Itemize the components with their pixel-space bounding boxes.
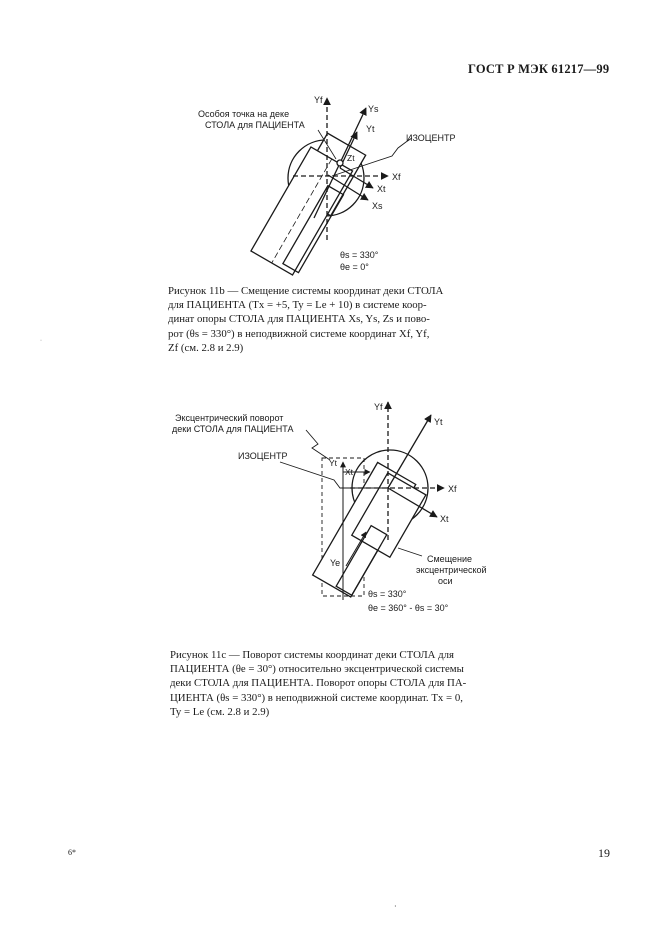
label-xt-c: Xt: [440, 514, 449, 524]
label-zt-b: Zt: [347, 153, 355, 163]
offset-leader: [398, 548, 422, 556]
caption-11b-line: динат опоры СТОЛА для ПАЦИЕНТА Xs, Ys, Zs и пово-: [168, 313, 430, 326]
label-special-point-2: СТОЛА для ПАЦИЕНТА: [205, 120, 305, 130]
label-yf-c: Yf: [374, 402, 383, 412]
caption-figure-11c: [170, 648, 467, 719]
label-isocenter-c: ИЗОЦЕНТР: [238, 451, 288, 461]
label-eccentric-rotation: Эксцентрический поворот: [175, 413, 284, 423]
label-yt-c: Yt: [434, 417, 443, 427]
label-theta-e-c: θe = 360° - θs = 30°: [368, 603, 449, 613]
scan-dot: ·: [394, 902, 397, 911]
special-point-marker: [337, 160, 343, 166]
caption-11c-line: деки СТОЛА для ПАЦИЕНТА. Поворот опоры СТОЛА для ПА-: [170, 677, 467, 690]
label-theta-s-c: θs = 330°: [368, 589, 407, 599]
label-offset-2: эксцентрической: [416, 565, 487, 575]
axis-yt-c: [388, 415, 431, 488]
document-header: ГОСТ Р МЭК 61217—99: [468, 62, 610, 76]
caption-11b-line: Рисунок 11b — Смещение системы координат деки СТОЛА: [168, 285, 444, 297]
footer-mark: 6*: [68, 848, 76, 857]
label-offset-3: оси: [438, 576, 453, 586]
caption-11c-line: Рисунок 11c — Поворот системы координат деки СТОЛА для: [170, 649, 455, 661]
label-theta-s-b: θs = 330°: [340, 250, 379, 260]
page-number: 19: [598, 846, 610, 860]
label-yt-small: Yt: [329, 458, 338, 468]
label-special-point: Особоя точка на деке: [198, 109, 290, 119]
caption-figure-11b: [168, 284, 465, 355]
label-xt-small: Xt: [345, 467, 354, 477]
label-yt-b: Yt: [366, 124, 375, 134]
scan-speck: ·: [40, 338, 42, 344]
caption-11b-line: рот (θs = 330°) в неподвижной системе координат Xf, Yf,: [168, 327, 430, 340]
caption-11c-line: ЦИЕНТА (θs = 330°) в неподвижной системе координат. Tx = 0,: [170, 691, 463, 704]
label-xs-b: Xs: [372, 201, 383, 211]
label-offset-1: Смещение: [427, 554, 473, 564]
label-xt-b: Xt: [377, 184, 386, 194]
caption-11c-line: ПАЦИЕНТА (θe = 30°) относительно эксцентрической системы: [170, 663, 464, 676]
label-yf-b: Yf: [314, 95, 323, 105]
label-eccentric-rotation-2: деки СТОЛА для ПАЦИЕНТА: [172, 424, 294, 434]
label-ye: Ye: [330, 558, 341, 568]
label-xf-c: Xf: [448, 484, 457, 494]
label-ys-b: Ys: [368, 104, 379, 114]
eccentric-leader: [306, 430, 330, 460]
label-xf-b: Xf: [392, 172, 401, 182]
caption-11b-line: Zf (см. 2.8 и 2.9): [168, 341, 244, 354]
caption-11b-line: для ПАЦИЕНТА (Tx = +5, Ty = Le + 10) в системе коор-: [168, 299, 427, 312]
label-theta-e-b: θe = 0°: [340, 262, 369, 272]
caption-11c-line: Ty = Le (см. 2.8 и 2.9): [170, 705, 270, 718]
label-isocenter-b: ИЗОЦЕНТР: [406, 133, 456, 143]
